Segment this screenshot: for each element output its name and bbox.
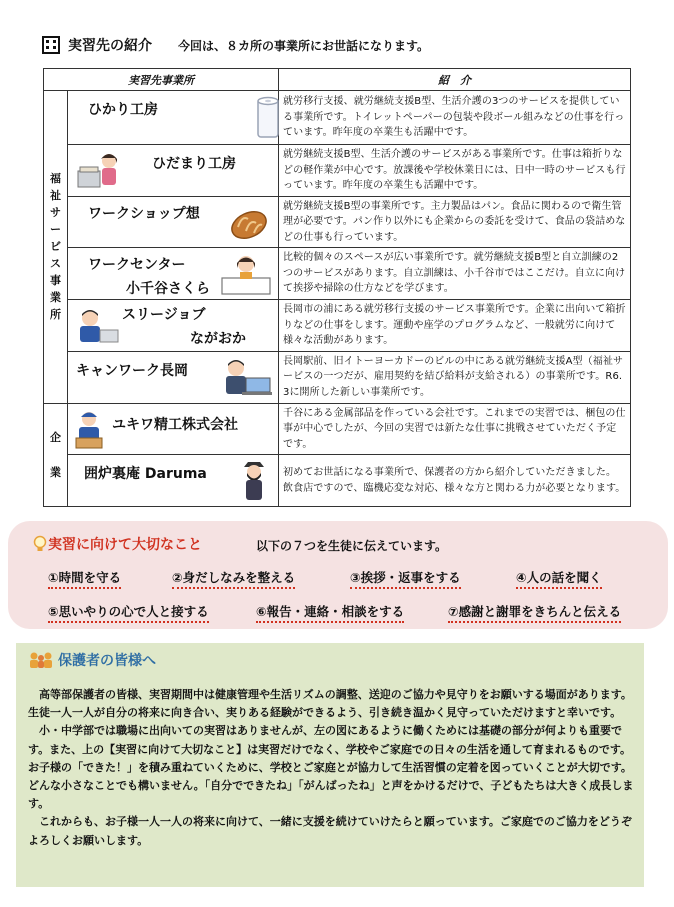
category-company: 企 業 <box>44 403 68 507</box>
place-cell <box>68 91 279 145</box>
place-cell <box>68 403 279 455</box>
paragraph: 小・中学部では職場に出向いての実習はありませんが、左の図にあるように働くためには基礎の部分が何よりも重要です。また、上の【実習に向けて大切なこと】は実習だけでなく、学校やご家庭での日々の生活を通して育まれるものです。お子様の「できた！」を積み重ねていくために、学校とご家庭とが協力して生活習慣の定着を図っていくことが大切です。どんな小さなことでも構いません。「自分でできたね」「がんばったね」と声をかけるだけで、子どもたちは大きく成長します。 <box>28 724 634 811</box>
place-description: 長岡駅前、旧イトーヨーカドーのビルの中にある就労継続支援A型（福祉サービスの一つだが、雇用契約を結び給料が支給される）の事業所です。R6. 3に開所した新しい事業所です。 <box>279 351 631 403</box>
place-name: ワークショップ想 <box>88 205 200 222</box>
table-row <box>44 248 631 300</box>
place-name: ひだまり工房 <box>152 156 236 172</box>
col-header-intro: 紹 介 <box>279 69 631 91</box>
paragraph: これからも、お子様一人一人の将来に向けて、一緒に支援を続けていけたらと願っています。ご家庭でのご協力をどうぞよろしくお願いします。 <box>28 815 632 847</box>
place-description: 比較的個々のスペースが広い事業所です。就労継続支援B型と自立訓練の2つのサービスがあります。自立訓練は、小千谷市ではここだけ。自立に向けて挨拶や掃除の仕方などを学びます。 <box>279 248 631 300</box>
section-header <box>42 34 429 56</box>
table-row <box>44 196 631 248</box>
place-name-line2: ながおか <box>190 331 246 347</box>
place-cell <box>68 351 279 403</box>
table-row <box>44 91 631 145</box>
guardians-heading <box>28 650 156 670</box>
table-row <box>44 403 631 455</box>
building-icon <box>42 36 60 54</box>
rule-item: ⑤思いやりの心で人と接する <box>48 602 209 623</box>
page-subtitle: 今回は、８カ所の事業所にお世話になります。 <box>178 38 430 53</box>
lightbulb-icon <box>32 535 48 553</box>
table-row <box>44 145 631 197</box>
place-description: 長岡市の浦にある就労移行支援のサービス事業所です。企業に出向いて箱折りなどの仕事をします。運動や座学のプログラムなど、一般就労に向けて様々な活動があります。 <box>279 300 631 352</box>
family-icon <box>28 651 54 669</box>
place-name: スリージョブ <box>122 307 206 323</box>
place-description: 就労継続支援B型、生活介護のサービスがある事業所です。仕事は箱折りなどの軽作業が中心です。放課後や学校休業日には、日中一時のサービスも行っています。昨年度の卒業生も活躍中です。 <box>279 145 631 197</box>
important-heading <box>32 534 202 554</box>
place-name-line2: 小千谷さくら <box>126 281 210 297</box>
rule-item: ⑦感謝と謝罪をきちんと伝える <box>448 602 621 623</box>
place-name: 囲炉裏庵 Daruma <box>84 466 207 482</box>
place-description: 就労継続支援B型の事業所です。主力製品はパン。食品に関わるので衛生管理が必要です。パン作り以外にも企業からの委託を受けて、食品の袋詰めなどの仕事も行っています。 <box>279 196 631 248</box>
place-cell <box>68 455 279 507</box>
laptop-man-icon <box>218 356 274 400</box>
sign-girl-icon <box>220 252 272 298</box>
guardians-body <box>28 686 634 850</box>
table-row <box>44 351 631 403</box>
place-cell <box>68 145 279 197</box>
paragraph: 高等部保護者の皆様、実習期間中は健康管理や生活リズムの調整、送迎のご協力や見守りをお願いする場面があります。生徒一人一人が自分の将来に向き合い、実りある経験ができるよう、引き続き温かく見守っていただけますと幸いです。 <box>28 688 632 720</box>
table-header-row <box>44 69 631 91</box>
place-name: ワークセンター <box>88 257 186 273</box>
rule-item: ⑥報告・連絡・相談をする <box>256 602 404 623</box>
bread-icon <box>228 205 270 241</box>
rule-item: ①時間を守る <box>48 568 121 589</box>
factory-worker-icon <box>72 408 106 450</box>
rule-item: ③挨拶・返事をする <box>350 568 461 589</box>
rule-item: ④人の話を聞く <box>516 568 602 589</box>
table-row <box>44 300 631 352</box>
page-title: 実習先の紹介 <box>68 38 152 54</box>
table-row <box>44 455 631 507</box>
rule-item: ②身だしなみを整える <box>172 568 295 589</box>
place-cell <box>68 248 279 300</box>
place-name: キャンワーク長岡 <box>76 362 188 379</box>
place-description: 千谷にある金属部品を作っている会社です。これまでの実習では、梱包の仕事が中心でしたが、今回の実習では新たな仕事に挑戦させていただく予定です。 <box>279 403 631 455</box>
place-name: ユキワ精工株式会社 <box>112 416 238 433</box>
place-description: 就労移行支援、就労継続支援B型、生活介護の3つのサービスを提供している事業所です。トイレットペーパーの包装や段ボール組みなどの仕事を行っています。昨年度の卒業生も活躍中です。 <box>279 91 631 145</box>
placement-table <box>43 68 631 507</box>
chef-icon <box>240 458 268 504</box>
place-description: 初めてお世話になる事業所で、保護者の方から紹介していただきました。飲食店ですので、臨機応変な対応、様々な方と関わる力が必要となります。 <box>279 455 631 507</box>
office-worker-icon <box>76 306 120 346</box>
important-title: 実習に向けて大切なこと <box>48 537 202 553</box>
worker-girl-icon <box>76 149 122 193</box>
place-cell <box>68 300 279 352</box>
important-subtitle: 以下の７つを生徒に伝えています。 <box>256 539 448 553</box>
toilet-paper-icon <box>254 95 282 139</box>
guardians-title: 保護者の皆様へ <box>58 653 156 669</box>
place-name: ひかり工房 <box>88 102 158 118</box>
col-header-place: 実習先事業所 <box>44 69 279 91</box>
category-welfare: 福 祉 サ ー ビ ス 事 業 所 <box>44 91 68 404</box>
place-cell <box>68 196 279 248</box>
